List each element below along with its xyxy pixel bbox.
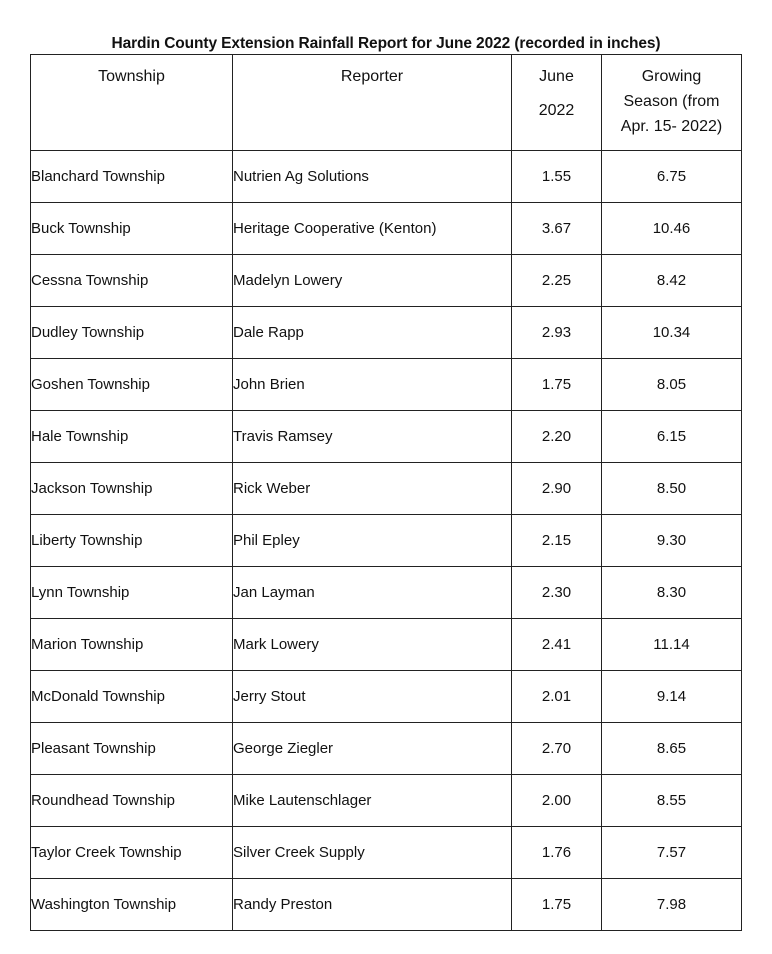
township-cell: Goshen Township (31, 359, 233, 411)
season-rainfall-cell: 6.75 (602, 151, 742, 203)
township-cell: Marion Township (31, 619, 233, 671)
table-row (31, 359, 742, 411)
june-rainfall-cell: 2.01 (512, 671, 602, 723)
june-column-header (512, 55, 602, 151)
table-row (31, 463, 742, 515)
season-rainfall-cell: 8.65 (602, 723, 742, 775)
township-header-label: Township (98, 68, 165, 85)
season-rainfall-cell: 11.14 (602, 619, 742, 671)
township-cell: Liberty Township (31, 515, 233, 567)
june-rainfall-cell: 1.75 (512, 359, 602, 411)
june-header-line1: June (539, 68, 574, 85)
township-cell: Dudley Township (31, 307, 233, 359)
june-rainfall-cell: 1.76 (512, 827, 602, 879)
season-rainfall-cell: 8.05 (602, 359, 742, 411)
table-row (31, 255, 742, 307)
township-column-header (31, 55, 233, 151)
township-cell: Jackson Township (31, 463, 233, 515)
season-rainfall-cell: 8.42 (602, 255, 742, 307)
june-rainfall-cell: 2.70 (512, 723, 602, 775)
township-cell: Roundhead Township (31, 775, 233, 827)
season-rainfall-cell: 8.30 (602, 567, 742, 619)
season-rainfall-cell: 6.15 (602, 411, 742, 463)
table-row (31, 619, 742, 671)
table-row (31, 203, 742, 255)
june-rainfall-cell: 1.75 (512, 879, 602, 931)
reporter-cell: Travis Ramsey (233, 411, 512, 463)
season-header-line3: Apr. 15- 2022) (620, 118, 723, 135)
reporter-cell: Jerry Stout (233, 671, 512, 723)
reporter-cell: Heritage Cooperative (Kenton) (233, 203, 512, 255)
june-rainfall-cell: 2.93 (512, 307, 602, 359)
township-cell: Pleasant Township (31, 723, 233, 775)
table-row (31, 567, 742, 619)
june-rainfall-cell: 2.25 (512, 255, 602, 307)
table-row (31, 775, 742, 827)
table-row (31, 827, 742, 879)
reporter-cell: Mark Lowery (233, 619, 512, 671)
season-rainfall-cell: 8.55 (602, 775, 742, 827)
season-rainfall-cell: 9.14 (602, 671, 742, 723)
reporter-header-label: Reporter (340, 68, 404, 85)
june-rainfall-cell: 2.20 (512, 411, 602, 463)
reporter-cell: John Brien (233, 359, 512, 411)
season-rainfall-cell: 9.30 (602, 515, 742, 567)
reporter-cell: Phil Epley (233, 515, 512, 567)
reporter-column-header (233, 55, 512, 151)
season-rainfall-cell: 10.46 (602, 203, 742, 255)
table-body (31, 151, 742, 931)
season-rainfall-cell: 10.34 (602, 307, 742, 359)
june-rainfall-cell: 2.41 (512, 619, 602, 671)
reporter-cell: Jan Layman (233, 567, 512, 619)
township-cell: Blanchard Township (31, 151, 233, 203)
reporter-cell: Randy Preston (233, 879, 512, 931)
season-rainfall-cell: 8.50 (602, 463, 742, 515)
township-cell: Taylor Creek Township (31, 827, 233, 879)
reporter-cell: Silver Creek Supply (233, 827, 512, 879)
season-rainfall-cell: 7.57 (602, 827, 742, 879)
table-row (31, 307, 742, 359)
table-row (31, 723, 742, 775)
season-header-line2: Season (from (623, 93, 720, 110)
june-rainfall-cell: 2.90 (512, 463, 602, 515)
township-cell: Cessna Township (31, 255, 233, 307)
june-header-line2: 2022 (538, 102, 575, 119)
township-cell: Hale Township (31, 411, 233, 463)
table-row (31, 879, 742, 931)
june-rainfall-cell: 2.15 (512, 515, 602, 567)
township-cell: Washington Township (31, 879, 233, 931)
reporter-cell: Dale Rapp (233, 307, 512, 359)
june-rainfall-cell: 3.67 (512, 203, 602, 255)
season-header-line1: Growing (641, 68, 702, 85)
reporter-cell: Nutrien Ag Solutions (233, 151, 512, 203)
table-row (31, 671, 742, 723)
reporter-cell: George Ziegler (233, 723, 512, 775)
table-row (31, 151, 742, 203)
table-row (31, 515, 742, 567)
township-cell: Lynn Township (31, 567, 233, 619)
season-column-header (602, 55, 742, 151)
reporter-cell: Madelyn Lowery (233, 255, 512, 307)
township-cell: Buck Township (31, 203, 233, 255)
reporter-cell: Rick Weber (233, 463, 512, 515)
rainfall-table (30, 54, 742, 931)
township-cell: McDonald Township (31, 671, 233, 723)
june-rainfall-cell: 2.30 (512, 567, 602, 619)
report-title: Hardin County Extension Rainfall Report for June 2022 (recorded in inches) (111, 35, 661, 52)
season-rainfall-cell: 7.98 (602, 879, 742, 931)
june-rainfall-cell: 1.55 (512, 151, 602, 203)
table-row (31, 411, 742, 463)
june-rainfall-cell: 2.00 (512, 775, 602, 827)
table-header-row (31, 55, 742, 151)
reporter-cell: Mike Lautenschlager (233, 775, 512, 827)
